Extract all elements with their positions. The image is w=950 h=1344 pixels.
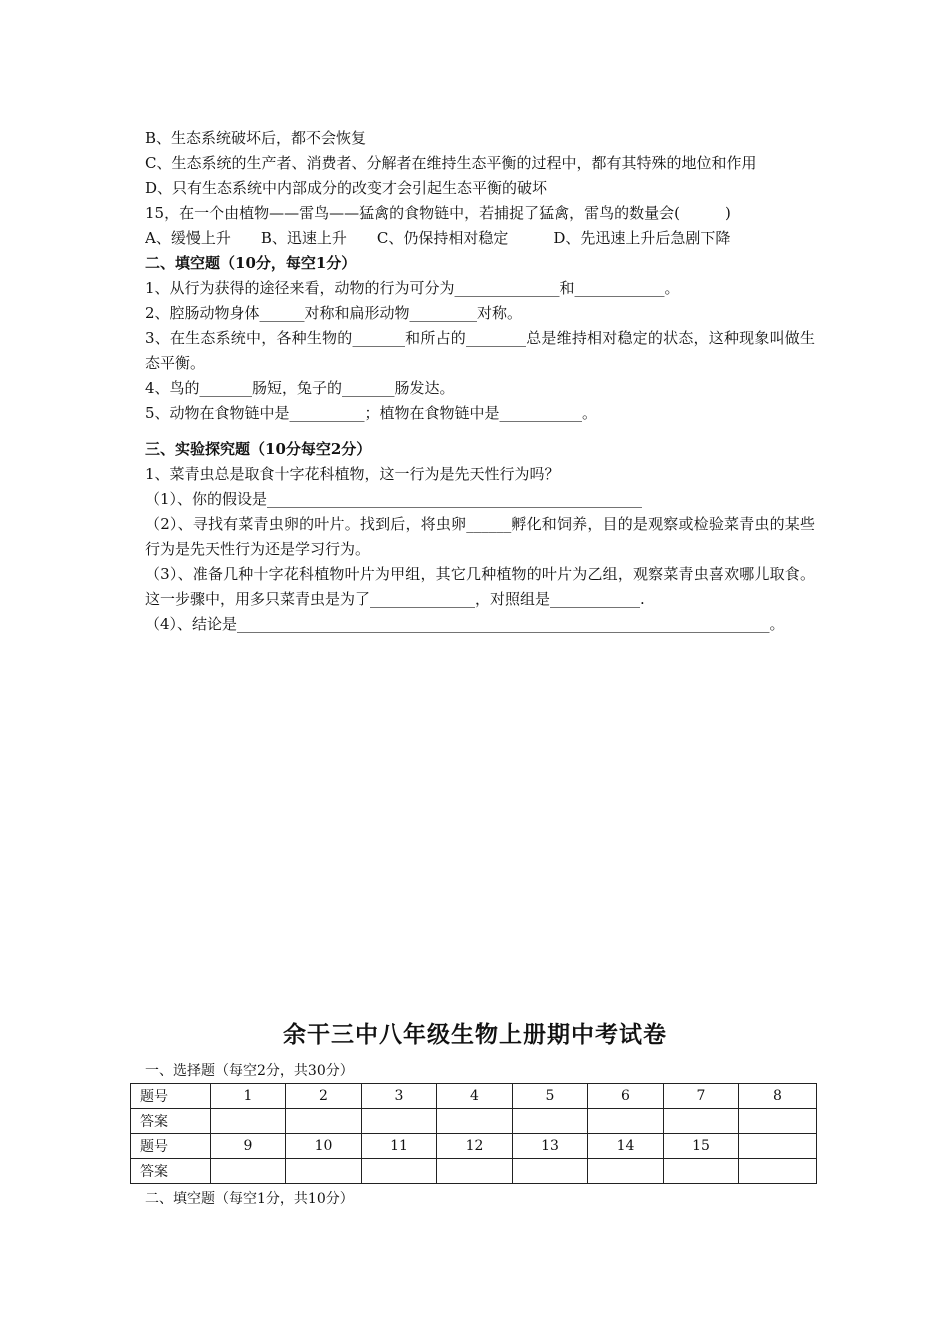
q14-option-b: B、生态系统破坏后，都不会恢复 <box>145 129 367 147</box>
experiment-section-heading: 三、实验探究题（10分每空2分） <box>145 440 372 458</box>
question-number-cell: 7 <box>664 1084 739 1109</box>
question-number-cell: 4 <box>437 1084 513 1109</box>
row-header: 题号 <box>131 1084 211 1109</box>
answer-cell <box>437 1109 513 1134</box>
answer-cell <box>286 1109 362 1134</box>
experiment-part-4: （4）、结论是_______________________________________________________________________。 <box>145 615 785 633</box>
answer-cell <box>513 1159 588 1184</box>
table-row <box>131 1134 817 1159</box>
answer-cell <box>588 1159 664 1184</box>
row-header: 答案 <box>131 1109 211 1134</box>
answer-cell <box>211 1159 286 1184</box>
table-row <box>131 1084 817 1109</box>
answer-cell <box>211 1109 286 1134</box>
answer-cell <box>588 1109 664 1134</box>
q15-stem: 15，在一个由植物——雷鸟——猛禽的食物链中，若捕捉了猛禽，雷鸟的数量会( ) <box>145 204 731 222</box>
table-row <box>131 1159 817 1184</box>
q15-options: A、缓慢上升 B、迅速上升 C、仍保持相对稳定 D、先迅速上升后急剧下降 <box>145 229 731 247</box>
fill-section-heading: 二、填空题（10分，每空1分） <box>145 254 357 272</box>
answer-cell <box>286 1159 362 1184</box>
choice-section-label: 一、选择题（每空2分，共30分） <box>145 1063 354 1079</box>
exam-title: 余干三中八年级生物上册期中考试卷 <box>283 1021 667 1048</box>
fill-question-5: 5、动物在食物链中是__________；植物在食物链中是___________。 <box>145 404 598 422</box>
answer-sheet-table <box>130 1083 817 1184</box>
experiment-part-3: （3）、准备几种十字花科植物叶片为甲组，其它几种植物的叶片为乙组，观察菜青虫喜欢哪儿取食。这一步骤中，用多只菜青虫是为了______________，对照组是____________. <box>145 565 815 608</box>
table-row <box>131 1109 817 1134</box>
answer-cell <box>362 1159 437 1184</box>
question-number-cell: 2 <box>286 1084 362 1109</box>
answer-cell <box>739 1159 817 1184</box>
question-number-cell: 3 <box>362 1084 437 1109</box>
answer-cell <box>362 1109 437 1134</box>
answer-cell <box>664 1109 739 1134</box>
answer-cell <box>739 1109 817 1134</box>
question-continuation-block <box>145 126 815 637</box>
question-number-cell <box>739 1134 817 1159</box>
question-number-cell: 12 <box>437 1134 513 1159</box>
answer-cell <box>437 1159 513 1184</box>
question-number-cell: 6 <box>588 1084 664 1109</box>
experiment-part-1: （1）、你的假设是__________________________________________________ <box>145 490 643 508</box>
question-number-cell: 14 <box>588 1134 664 1159</box>
fill-question-3: 3、在生态系统中，各种生物的_______和所占的________总是维持相对稳定的状态，这种现象叫做生态平衡。 <box>145 329 815 372</box>
q14-option-d: D、只有生态系统中内部成分的改变才会引起生态平衡的破坏 <box>145 179 548 197</box>
question-number-cell: 5 <box>513 1084 588 1109</box>
question-number-cell: 11 <box>362 1134 437 1159</box>
question-number-cell: 8 <box>739 1084 817 1109</box>
question-number-cell: 1 <box>211 1084 286 1109</box>
question-number-cell: 13 <box>513 1134 588 1159</box>
fill-question-1: 1、从行为获得的途径来看，动物的行为可分为______________和____________。 <box>145 279 680 297</box>
row-header: 题号 <box>131 1134 211 1159</box>
row-header: 答案 <box>131 1159 211 1184</box>
answer-cell <box>513 1109 588 1134</box>
fill-question-2: 2、腔肠动物身体______对称和扁形动物_________对称。 <box>145 304 523 322</box>
fill-section-label: 二、填空题（每空1分，共10分） <box>145 1191 354 1207</box>
question-number-cell: 9 <box>211 1134 286 1159</box>
fill-question-4: 4、鸟的_______肠短，兔子的_______肠发达。 <box>145 379 455 397</box>
q14-option-c: C、生态系统的生产者、消费者、分解者在维持生态平衡的过程中，都有其特殊的地位和作用 <box>145 154 757 172</box>
experiment-part-2: （2）、寻找有菜青虫卵的叶片。找到后，将虫卵______孵化和饲养，目的是观察或检验菜青虫的某些行为是先天性行为还是学习行为。 <box>145 515 815 558</box>
answer-cell <box>664 1159 739 1184</box>
section-spacer <box>145 426 815 437</box>
question-number-cell: 10 <box>286 1134 362 1159</box>
experiment-question-1: 1、菜青虫总是取食十字花科植物，这一行为是先天性行为吗？ <box>145 465 560 483</box>
question-number-cell: 15 <box>664 1134 739 1159</box>
